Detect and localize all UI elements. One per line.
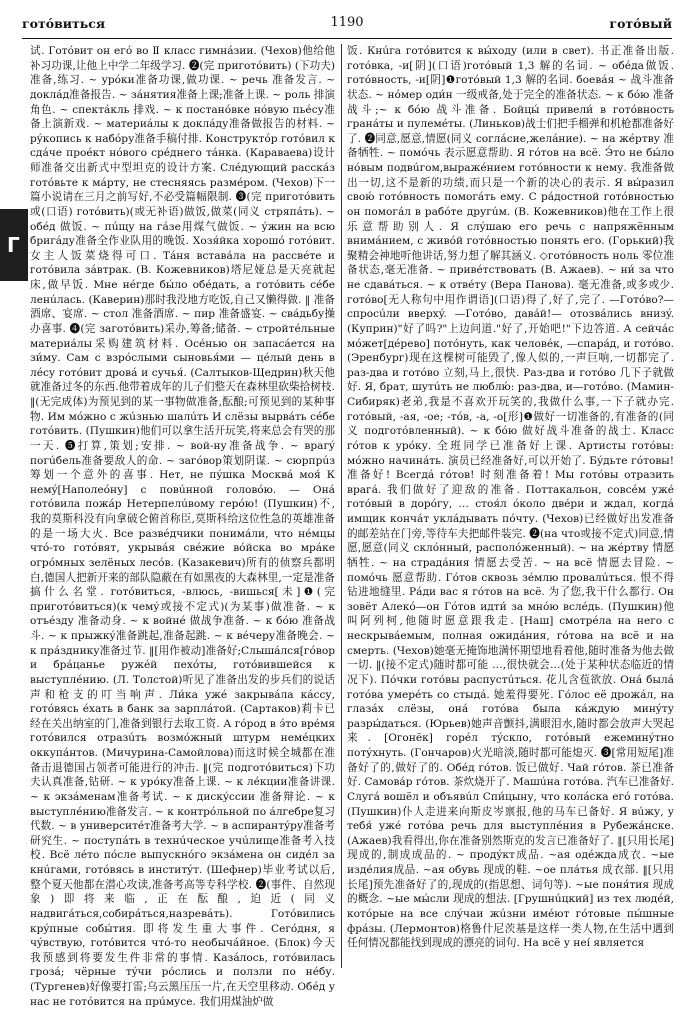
right-column bbox=[347, 44, 674, 968]
header-rule bbox=[22, 38, 672, 39]
thumb-index-letter: Г bbox=[7, 233, 20, 257]
running-headword-right: готóвый bbox=[609, 16, 672, 31]
page-number: 1190 bbox=[330, 15, 364, 30]
column-divider bbox=[341, 44, 342, 968]
running-headword-left: готóвиться bbox=[22, 16, 106, 31]
page-header bbox=[22, 14, 672, 40]
left-column-text: 试. Готóвит он егó во Ⅱ класс гимнáзии. (Чехов)他给他补习功课,让他上中学二年级学习. ❷(完 приготóвить) (下功夫)准备,练习. ~ урóки准备功课,做功课. ~ речь 准备发言. ~ доклáд准备报告. ~ зáнятия准备上课;准备上课. ~ роль 排演角色. ~ спектáкль 排戏. ~ к постанóвке нóвую пьéсу准备上演新戏. ~ материáлы к доклáду准备做报告的材料. ~ рýкопись к набóру准备手稿付排. Конструктóр готóвил к сдáче проéкт нóвого срéднего тáнка. (Караваева)设计师准备交出新式中型坦克的设计方案. Слéдующий расскáз готóвьте к мáрту, не стесняясь размéром. (Чехов)下一篇小说请在三月之前写好,不必受篇幅限制. ❸(完 приготóвить 或(口语) готóвить)(或无补语)做饭,做菜(同义 стряпáть). ~ обéд 做饭. ~ пúщу на гáзе用煤气做饭. ~ ýжин на всю бригáду准备全作业队用的晚饭. Хозя́йка хорошó готóвит. 女主人饭菜烧得可口. Тáня вставáла на рассвéте и готóвила зáвтрак. (В. Кожевников)塔尼娅总是天亮就起床,做早饭. Мне нéгде бы́ло обéдать, а готóвить сéбе ленúлась. (Каверин)那时我没地方吃饭,自己又懒得做. ‖ 准备酒席、宴席. ~ стол 准备酒席. ~ пир 准备盛宴. ~ свáдьбу操办喜事. ❹(完 заготóвить)采办,筹备;储备. ~ стройтéльные материáлы采购建筑材料. Осéнью он запасáется на зи́му. Сам с взрóслыми сыновья́ми — цéлый день в лéсу готóвит дровá и сучья́. (Салтыков-Щедрин)秋天他就准备过冬的东西.他带着成年的儿子们整天在森林里砍柴拾树枝. ‖(无完成体)为预见到的某一事物做准备,酝酿;可预见到的某种事物. Им мóжно с жúзнью шалúть И слёзы вырвáть сéбе готóвить. (Пушкин)他们可以拿生活开玩笑,将来总会有哭的那一天. ❺打算,策划;安排. ~ вой-ну准备战争. ~ врагý погúбель准备要敌人的命. ~ загóвор策划阴谋. ~ сюрпрúз筹划一个意外的喜事. Нет, не пýшка Москвá моя́ К немý[Наполео́ну] с повúнной головóю. — Онá готóвила пожáр Нетерпелúвому герóю! (Пушкин)不,我的莫斯科没有向拿破仑俯首称臣,莫斯科给这位性急的英雄准备的是一场大火. Все развéдчики понимáли, что нéмцы чтó-то готóвят, укрывáя свéжие вóйска во мрáке огрóмных зелёных лесóв. (Казакевич)所有的侦察兵都明白,德国人把新开来的部队隐蔽在有如黑夜的大森林里,一定是准备搞什么名堂. готóвиться, -влюсь, -вишься[未]❶(完 приготóвиться)(к чемý或接不定式)(为某事)做准备. ~ к отъéзду 准备动身. ~ к войнé 做战争准备. ~ к бóю 准备战斗. ~ к прыжкý准备跳起,准备起跳. ~ к вéчеру准备晚会. ~ к прáзднику准备过节. ‖[用作被动]准备好;Слыша́лся[гóвор и брáцаньe ружéй пехóты, готóвившейся к выступлéнию. (Л. Толстой)听见了准备出发的步兵们的说话声和枪支的叮当响声. Ли́ка ужé закрывáла кáссу, готóвясь éхать в банк за зарплáтой. (Сартаков)莉卡已经在关出纳室的门,准备到银行去取工资. А гóрод в э́то врéмя готóвился отразúть возмóжный штурм немéцких оккупáнтов. (Мичурина-Самойлова)而这时候全城都在准备击退德国占领者可能进行的冲击. ‖(完 подготóвиться)下功夫认真准备,钻研. ~ к урóку准备上课. ~ к лéкции准备讲课. ~ к экзáменам准备考试. ~ к дискýссии 准备辩论. ~ к выступлéнию准备发言. ~ к контрóльной по áлгебре复习代数. ~ в университéт准备考大学. ~ в аспирантýру准备考研究生. ~ поступáть в технúческое учúлище准备考入技校. Всё лéто пóсле выпускнóго экзáмена он сидéл за кнúгами, готóвясь в инститýт. (Шефнер)毕业考试以后,整个夏天他都在潜心攻读,准备考高等专科学校. ❷(事件、自然现象)即将来临,正在酝酿,迫近(同义 надвигáться,собирáться,назревáть). Готóвились крýпные собы́тия. 即将发生重大事件. Сегóдня, я чýвствую, готóвится чтó-то необычáйное. (Блок)今天我预感到将要发生件非常的事情. Казáлось, готóвилась грозá; чёрные тýчи рóслись и ползли по нéбу. (Тургенев)好像要打雷;乌云黑压压一片,在天空里移动. Обéд у нас не готóвится на прúмусе. 我们用煤油炉做 bbox=[30, 45, 335, 1008]
right-column-text: 饭. Кнúга готóвится к вы́ходу (или в свет). 书正准备出版. готóвка, -и[阴](口语)готóвый 1,3 解的名词. ~ обéда做饭. готóвность, -и[阴]❶готóвый 1,3 解的名词. боевáя ~ 战斗准备状态. ~ нóмер оди́н 一级戒备,处于完全的准备状态. ~ к бóю 准备战斗;~ к бóю 战斗准备. Бойцы́ привели́ в готóвность гранáты и пулемéты. (Линьков)战士们把手榴弹和机枪都准备好了. ❷同意,愿意,情愿(同义 соглáсие,желáние). ~ на жéртву 准备牺牲. ~ помóчь 表示愿意帮助. Я гóтов на всё. Э́то не бы́ло нóвым подвúгом,выражéнием готóвности к нему. 我准备做出一切,这不是新的功绩,而只是一个新的决心的表示. Я вы́разил свою́ готóвность помогáть ему. С рáдостной готóвностью он помогáл в рабóте другúм. (В. Кожевников)他在工作上很乐意帮助别人. Я слýшаю его речь с напряжённым внимáнием, с живóй готóвностью понять его. (Горький)我聚精会神地听他讲话,努力想了解其涵义. ◇готóвность ноль 零位准备状态,毫无准备. ~ приве́тствовать (В. Ажаев). ~ ни́ за что не сдавáться. ~ к отвéту (Вера Панова). 毫无准备,或多或少. готóво[无人称句中用作谓语](口语)得了,好了,完了. —Готóво?—спросúли вверхý. —Готóво, давáй!— отозвáлись внизý. (Куприн)"好了吗?"上边问道."好了,开始吧!"下边答道. А сейчáс мóжет[дéрево] потóнуть, как человéк, —спарáд, и готóво. (Эренбург)现在这棵树可能毁了,像人似的,一声巨响,一切都完了. раз-два и готóво 立刻,马上,很快. Раз-два и готóво 几下子就做好. Я, брат, шутúть не люблю́: раз-два, и—готóво. (Мамин-Сибиряк)老弟,我是不喜欢开玩笑的,我做什么事,一下子就办完. готóвый, -ая, -ое; -тóв, -а, -о[形]❶做好一切准备的,有准备的(同义 подготóвленный). ~ к бóю 做好战斗准备的战士. Класс гóтов к урóку. 全班同学已准备好上课. Артисты готóвы: мóжно начинáть. 演员已经准备好,可以开始了. Бýдьте гóтовы! 准备好! Всегдá гóтов! 时刻准备着! Мы готóвы отразить врагá. 我们做好了迎敌的准备. Поттакальон, совсéм ужé готóвый в дорóгу, … стоя́л óколо двéри и ждал, когдá имщик кончáт укла́дывать пóчту. (Чехов)已经做好出发准备的邮差站在门旁,等待车夫把邮件装完. ❷(на что或接不定式)同意,情愿,愿意(同义 склóнный, располóженный). ~ на жéртву 情愿牺牲. ~ на страдáния 情愿去受苦. ~ на всё 情愿去冒险. ~ помóчь 愿意帮助. Гóтов сквозь зéмлю провалúться. 恨不得钻进地缝里. Рáди вас я гóтов на всё. 为了您,我干什么都行. Он зовёт Алекó—он Гóтов идти́ за мнóю вслéдь. (Пушкин)他叫阿列柯,他随时愿意跟我走. [Наш] смотрéла на него с нескрывáемым, полная ожидáния, гóтова на всё и на смерть. (Чехов)她毫无掩饰地满怀期望地看着他,随时准备为他去做一切. ‖(接不定式)随时都可能 …,很快就会…(处于某种状态临近的情况下). Пóчки готóвы распустúться. 花儿含苞欲放. Онá былá готóва умерéть со стыдá. 她羞得要死. Гóлос её дрожáл, на глазáх слёзы, онá готóва была кáждую минýту разры́даться. (Юрьев)她声音颤抖,满眼泪水,随时都会放声大哭起来. [Огонёк] горéл тýскло, готóвый ежеминýтно потýхнуть. (Гончаров)火光暗淡,随时都可能熄灭. ❸[常用短尾]准备好了的,做好了的. Обéд гóтов. 饭已做好. Чай гóтов. 茶已准备好. Самовáр гóтов. 茶炊烧开了. Машúна готóва. 汽车已准备好. Слугá вошёл и объявúл Спи́цыну, что колáска егó готóва. (Пушкин)仆人走进来向斯皮岑禀报,他的马车已备好. Я вúжу, у тебя́ ужé готóва речь для выступлéния в Рубежáнске. (Ажаев)我看得出,你在准备别然斯克的发言已准备好了. ‖[只用长尾]现成的,制成成品的. ~ продýкт成品. ~ая одéжда成衣. ~ые издéлия成品. ~ая обувь 现成的鞋. ~ое плáтья 成衣部. ‖[只用长尾]预先准备好了的,现成的(指思想、词句等). ~ые поня́тия 现成的概念. ~ые мы́сли 现成的想法. [Грушнúцкий] из тех людéй, котóрые на все слýчаи жúзни имéют гóтовые пы́шные фрáзы. (Лермонтов)格鲁什尼茨基是这样一类人物,在生活中遇到任何情况都能找到现成的漂亮的词句. На всё у неí является bbox=[347, 45, 674, 950]
left-column bbox=[30, 44, 335, 1008]
thumb-index-tab bbox=[0, 209, 28, 281]
